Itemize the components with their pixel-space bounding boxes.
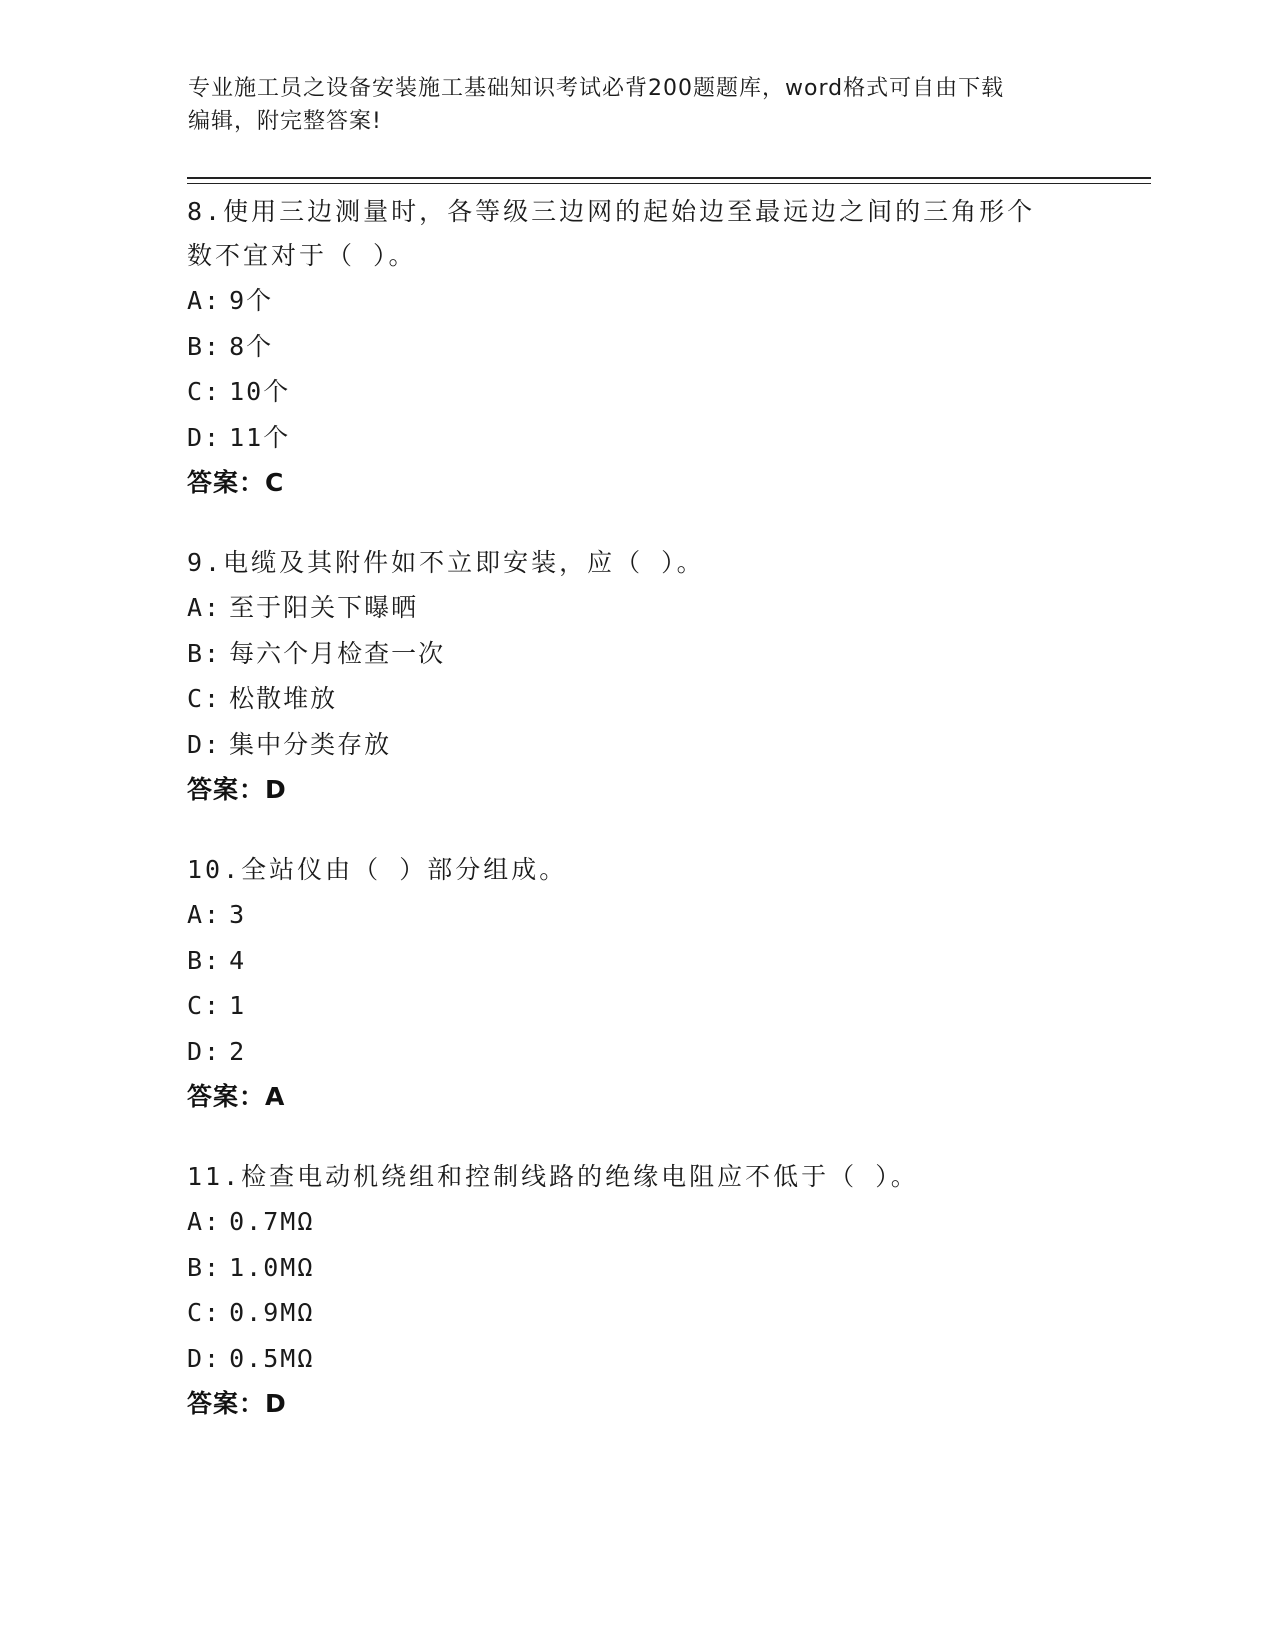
option-b: [187, 324, 1087, 370]
option-d: [187, 722, 1087, 768]
question-title-line: 10.全站仪由（ ）部分组成。: [187, 855, 568, 884]
question-title-line: 9.电缆及其附件如不立即安装，应（ ）。: [187, 548, 705, 577]
option-letter: C:: [187, 684, 222, 713]
answer-line: 答案：C: [187, 468, 285, 497]
option-a: [187, 585, 1087, 631]
option-c: [187, 676, 1087, 722]
question-title: [187, 190, 1087, 278]
option-letter: C:: [187, 991, 222, 1020]
option-a: [187, 278, 1087, 324]
option-letter: C:: [187, 377, 222, 406]
option-b: [187, 631, 1087, 677]
option-letter: B:: [187, 1252, 222, 1282]
option-text: 3: [229, 900, 247, 929]
question-item: [187, 541, 1087, 812]
option-text: 1.0MΩ: [229, 1252, 315, 1282]
question-item: [187, 1155, 1087, 1426]
option-letter: D:: [187, 422, 222, 452]
option-text: 松散堆放: [229, 684, 338, 713]
answer-line: 答案：A: [187, 1082, 286, 1111]
option-c: [187, 1290, 1087, 1336]
option-letter: D:: [187, 1343, 222, 1373]
option-letter: A:: [187, 900, 222, 929]
header-divider-thin: [187, 183, 1151, 184]
option-letter: B:: [187, 638, 222, 668]
option-letter: D:: [187, 729, 222, 759]
option-letter: C:: [187, 1298, 222, 1327]
question-title-line: 8.使用三边测量时，各等级三边网的起始边至最远边之间的三角形个: [187, 197, 1036, 226]
header-divider-thick: [187, 177, 1151, 179]
option-text: 至于阳关下曝晒: [229, 593, 419, 622]
option-d: [187, 1029, 1087, 1075]
option-text: 9个: [229, 286, 274, 315]
option-text: 8个: [229, 331, 274, 361]
question-title: [187, 1155, 1087, 1199]
answer-line: 答案：D: [187, 775, 287, 804]
option-text: 0.5MΩ: [229, 1343, 315, 1373]
question-item: [187, 848, 1087, 1119]
answer-line: 答案：D: [187, 1389, 287, 1418]
option-letter: B:: [187, 945, 222, 975]
question-title: [187, 848, 1087, 892]
document-header: [188, 72, 1088, 138]
option-text: 4: [229, 945, 247, 975]
option-text: 10个: [229, 377, 291, 406]
question-title-line: 11.检查电动机绕组和控制线路的绝缘电阻应不低于（ ）。: [187, 1162, 919, 1191]
option-letter: A:: [187, 1207, 222, 1236]
option-a: [187, 1199, 1087, 1245]
option-text: 2: [229, 1036, 247, 1066]
option-c: [187, 983, 1087, 1029]
option-d: [187, 415, 1087, 461]
option-d: [187, 1336, 1087, 1382]
option-text: 每六个月检查一次: [229, 638, 446, 668]
option-c: [187, 369, 1087, 415]
option-b: [187, 1245, 1087, 1291]
option-letter: D:: [187, 1036, 222, 1066]
option-text: 集中分类存放: [229, 729, 392, 759]
option-b: [187, 938, 1087, 984]
question-list: [187, 190, 1087, 1462]
header-line-1: 专业施工员之设备安装施工基础知识考试必背200题题库，word格式可自由下载: [188, 76, 1005, 101]
option-letter: B:: [187, 331, 222, 361]
option-text: 11个: [229, 422, 291, 452]
header-line-2: 编辑，附完整答案!: [188, 109, 382, 134]
option-letter: A:: [187, 593, 222, 622]
option-text: 0.7MΩ: [229, 1207, 315, 1236]
option-text: 0.9MΩ: [229, 1298, 315, 1327]
question-title: [187, 541, 1087, 585]
option-letter: A:: [187, 286, 222, 315]
option-a: [187, 892, 1087, 938]
option-text: 1: [229, 991, 247, 1020]
question-item: [187, 190, 1087, 505]
question-title-line: 数不宜对于（ ）。: [187, 241, 417, 270]
